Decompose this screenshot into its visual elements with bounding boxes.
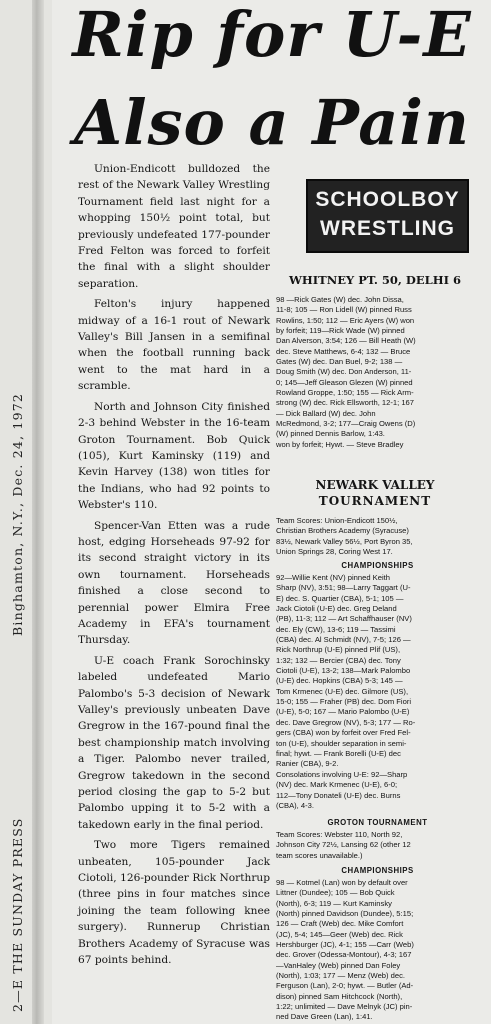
result-line: Rick Northrup (U-E) pinned Plif (US), xyxy=(276,645,401,655)
result-line: dison) pinned Sam Hitchcock (North), xyxy=(276,991,403,1001)
story-paragraph: Union-Endicott bulldozed the rest of the Newark Valley Wrestling Tournament field last night for a whopping 150½ point total, but previously undefeated 177-pounder Fred Felton was forced to forfeit the final with a slight shoulder separation. xyxy=(78,163,270,290)
result-line: E) dec. S. Quartier (CBA), 5-1; 105 — xyxy=(276,593,404,603)
result-line: dec. Grover (Odessa-Montour), 4-3; 167 xyxy=(276,950,412,960)
result-line: Gates (W) dec. Dan Buel, 9-2; 138 — xyxy=(276,357,403,367)
result-line: (NV) dec. Mark Krmenec (U-E), 6-0; xyxy=(276,780,398,790)
section-badge xyxy=(306,179,469,253)
result-line: (North), 6-3; 119 — Kurt Kaminsky xyxy=(276,898,392,908)
groton-championships-label: CHAMPIONSHIPS xyxy=(341,866,414,875)
result-line: 112—Tony Donateli (U-E) dec. Burns xyxy=(276,790,401,800)
result-line: 0; 145—Jeff Gleason Glezen (W) pinned xyxy=(276,377,413,387)
whitney-result-heading: WHITNEY PT. 50, DELHI 6 xyxy=(288,273,462,287)
result-line: Christian Brothers Academy (Syracuse) xyxy=(276,526,409,536)
story-paragraph: Two more Tigers remained unbeaten, 105-pounder Jack Ciotoli, 126-pounder Rick Northrup (three pins in four matches since joining the team following knee surgery). Runnerup Christian Brothers Academy of Syracuse was 67 points behind. xyxy=(78,839,270,967)
result-line: (CBA), 4-3. xyxy=(276,801,314,811)
result-line: Doug Smith (W) dec. Don Anderson, 11- xyxy=(276,367,412,377)
groton-championships xyxy=(276,878,479,1023)
result-line: (JC), 5-4; 145—Geer (Web) dec. Rick xyxy=(276,929,403,939)
result-line: Hershburger (JC), 4-1; 155 —Carr (Web) xyxy=(276,940,414,950)
whitney-results xyxy=(276,295,479,450)
result-line: Rowlins, 1:50; 112 — Eric Ayers (W) won xyxy=(276,315,415,325)
result-line: strong (W) dec. Rick Ellsworth, 12-1; 167 xyxy=(276,398,415,408)
result-line: final; hywt. — Frank Borelli (U-E) dec xyxy=(276,748,401,758)
result-line: 83½, Newark Valley 56½, Port Byron 35, xyxy=(276,536,413,546)
result-line: 15-0; 155 — Fraher (PB) dec. Dom Fiori xyxy=(276,697,412,707)
result-line: Sharp (NV), 3:51; 98—Larry Taggart (U- xyxy=(276,583,411,593)
result-line: Dan Alverson, 3:54; 126 — Bill Heath (W) xyxy=(276,336,416,346)
result-line: (North), 1:03; 177 — Menz (Web) dec. xyxy=(276,971,406,981)
result-line: Consolations involving U-E: 92—Sharp xyxy=(276,770,408,779)
result-line: Tom Krmenec (U-E) dec. Gilmore (US), xyxy=(276,686,409,696)
result-line: Jack Ciotoli (U-E) dec. Greg Deland xyxy=(276,604,397,614)
newark-valley-championships xyxy=(276,573,479,770)
result-line: Ciotoli (U-E), 13-2; 138—Mark Palombo xyxy=(276,666,411,676)
result-line: 92—Willie Kent (NV) pinned Keith xyxy=(276,573,390,582)
newark-valley-heading-2: TOURNAMENT xyxy=(318,494,432,508)
result-line: Ferguson (Lan), 2-0; hywt. — Butler (Ad- xyxy=(276,981,414,991)
result-line: (CBA) dec. Al Schmidt (NV), 7-5; 126 — xyxy=(276,635,411,645)
headline-line-2: Also a Pain xyxy=(73,86,471,159)
result-line: 1:22; unlimited — Dave Melnyk (JC) pin- xyxy=(276,1002,413,1012)
newark-valley-championships-label: CHAMPIONSHIPS xyxy=(341,561,414,570)
result-line: Team Scores: Union-Endicott 150½, xyxy=(276,516,398,525)
story-paragraph: U-E coach Frank Sorochinsky labeled undefeated Mario Palombo's 5-3 decision of Newark Valley's previously unbeaten Dave Gregrow in the 167-pound final the best championship match involving a Tiger. Palombo never trailed, Gregrow takedown in the second period closing the gap to 5-2 but Palombo upping it to 5-2 with a takedown early in the final period. xyxy=(78,654,270,831)
result-line: by forfeit; 119—Rick Wade (W) pinned xyxy=(276,326,405,336)
result-line: Union Springs 28, Coring West 17. xyxy=(276,547,393,557)
result-line: 98 —Rick Gates (W) dec. John Dissa, xyxy=(276,295,404,304)
result-line: 126 — Craft (Web) dec. Mike Comfort xyxy=(276,919,404,929)
result-line: dec. Dave Gregrow (NV), 5-3; 177 — Ro- xyxy=(276,717,416,727)
headline-line-1: Rip for U-E xyxy=(72,0,472,71)
result-line: Rowland Groppe, 1:50; 155 — Rick Arm- xyxy=(276,388,414,398)
newark-valley-heading-1: NEWARK VALLEY xyxy=(315,478,435,492)
story-paragraph: Spencer-Van Etten was a rude host, edging Horseheads 97-92 for its second straight victory in its own tournament. Horseheads finished a close second to perennial power Elmira Free Academy in EFA's tournament Thursday. xyxy=(78,519,270,647)
left-margin-strip xyxy=(0,0,52,1024)
result-line: — Dick Ballard (W) dec. John xyxy=(276,408,376,418)
result-line: (PB), 11-3; 112 — Art Schaffhauser (NV) xyxy=(276,614,412,624)
story-body xyxy=(78,161,270,973)
result-line: ton (U-E), shoulder separation in semi- xyxy=(276,738,407,748)
dateline: Binghamton, N.Y., Dec. 24, 1972 xyxy=(10,392,25,636)
result-line: 98 — Kotmel (Lan) won by default over xyxy=(276,878,408,887)
result-line: —VanHaley (Web) pinned Dan Foley xyxy=(276,960,401,970)
newark-valley-consolations xyxy=(276,770,479,811)
result-line: 1:32; 132 — Bercier (CBA) dec. Tony xyxy=(276,655,401,665)
result-line: Team Scores: Webster 110, North 92, xyxy=(276,830,403,839)
binding-stripe xyxy=(32,0,44,1024)
result-line: won by forfeit; Hywt. — Steve Bradley xyxy=(276,439,404,449)
result-line: gers (CBA) won by forfeit over Fred Fel- xyxy=(276,728,411,738)
result-line: ned Dave Green (Lan), 1:41. xyxy=(276,1012,373,1022)
result-line: McRedmond, 3-2; 177—Craig Owens (D) xyxy=(276,419,416,429)
result-line: dec. Ely (CW), 13-6; 119 — Tassimi xyxy=(276,624,396,634)
story-paragraph: Felton's injury happened midway of a 16-1 rout of Newark Valley's Bill Jansen in a semifinal when the football running back went to the mat hard in a scramble. xyxy=(78,298,270,393)
result-line: Littner (Dundee); 105 — Bob Quick xyxy=(276,888,395,898)
result-line: dec. Steve Matthews, 6-4; 132 — Bruce xyxy=(276,346,411,356)
story-paragraph: North and Johnson City finished 2-3 behind Webster in the 16-team Groton Tournament. Bob Quick (105), Kurt Kaminsky (119) and Kevin Harvey (138) won titles for the Indians, who had 92 points to Webster's 110. xyxy=(78,400,270,512)
result-line: Johnson City 72½, Lansing 62 (other 12 xyxy=(276,840,411,850)
badge-line-1: SCHOOLBOY xyxy=(315,188,460,211)
newark-valley-team-scores xyxy=(276,516,479,557)
result-line: (U-E), 5-0; 167 — Mario Palombo (U-E) xyxy=(276,707,410,717)
result-line: (U-E) dec. Hopkins (CBA) 5-3; 145 — xyxy=(276,676,403,686)
result-line: Ranier (CBA), 9-2. xyxy=(276,759,339,769)
result-line: team scores unavailable.) xyxy=(276,850,363,860)
badge-line-2: WRESTLING xyxy=(320,217,455,240)
page-folio: 2—E THE SUNDAY PRESS xyxy=(10,817,25,1012)
groton-heading: GROTON TOURNAMENT xyxy=(327,818,428,827)
result-line: (W) pinned Dennis Barlow, 1:43. xyxy=(276,429,385,439)
result-line: 11-8; 105 — Ron Lidell (W) pinned Russ xyxy=(276,305,412,315)
groton-team-scores xyxy=(276,830,479,861)
result-line: (North) pinned Davidson (Dundee), 5:15; xyxy=(276,909,414,919)
